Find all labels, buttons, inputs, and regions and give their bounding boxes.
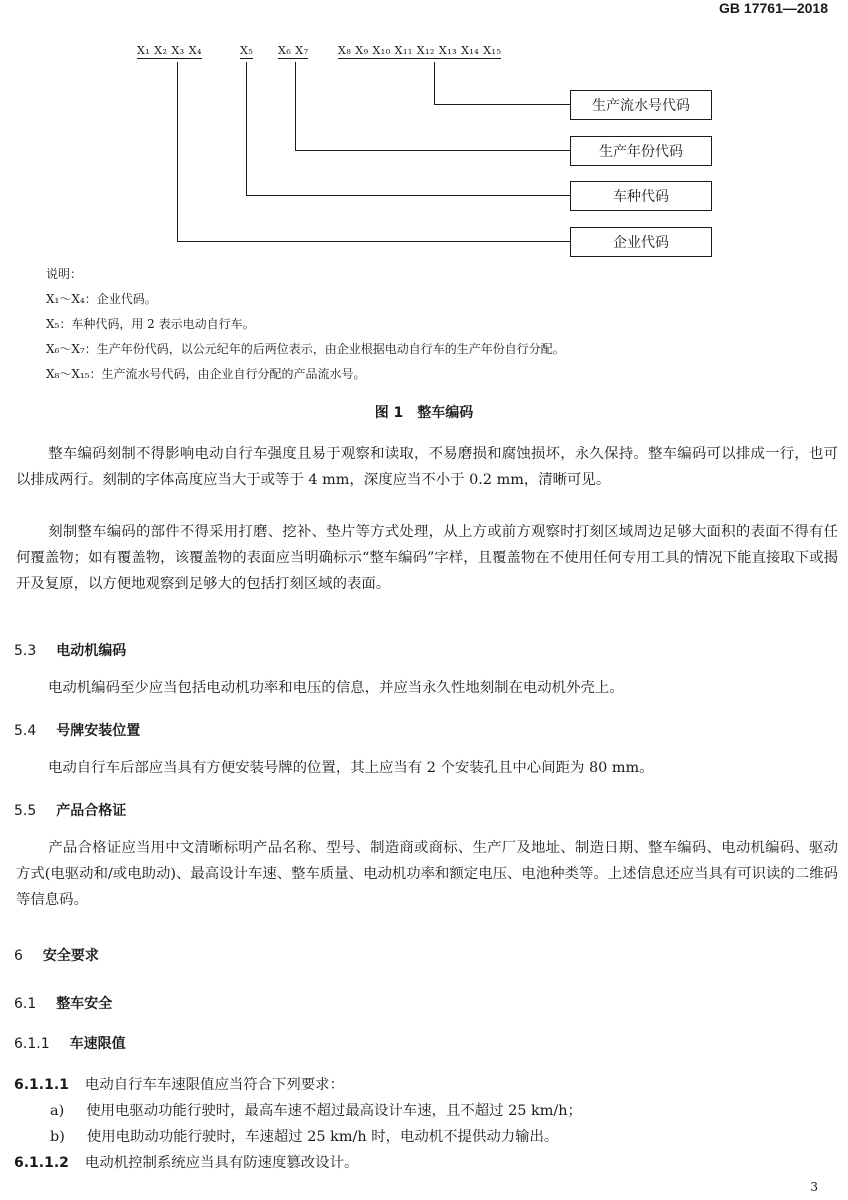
notes-title: 说明： bbox=[46, 267, 83, 281]
code-group-year: X₆ X₇ bbox=[278, 44, 309, 57]
code-group-serial: X₈ X₉ X₁₀ X₁₁ X₁₂ X₁₃ X₁₄ X₁₅ bbox=[338, 44, 502, 57]
note-line: X₆～X₇：生产年份代码，以公元纪年的后两位表示，由企业根据电动自行车的生产年份自行分配。 bbox=[46, 342, 565, 356]
code-group-enterprise: X₁ X₂ X₃ X₄ bbox=[137, 44, 202, 57]
connector-enterprise-horizontal bbox=[177, 241, 570, 242]
clause-6-1-1-1: 6.1.1.1 电动自行车车速限值应当符合下列要求： bbox=[14, 1077, 344, 1093]
section-heading-6: 6 安全要求 bbox=[14, 948, 99, 964]
section-heading-5-3: 5.3 电动机编码 bbox=[14, 643, 127, 659]
code-group-vehicle-type: X₅ bbox=[240, 44, 254, 57]
note-line: X₈～X₁₅：生产流水号代码，由企业自行分配的产品流水号。 bbox=[46, 367, 366, 381]
paragraph: 产品合格证应当用中文清晰标明产品名称、型号、制造商或商标、生产厂及地址、制造日期、整车编码、电动机编码、驱动方式(电驱动和/或电助动)、最高设计车速、整车质量、电动机功率和额定电压、电池种类等。上述信息还应当具有可识读的二维码等信息码。 bbox=[16, 840, 838, 908]
connector-serial-horizontal bbox=[434, 104, 570, 105]
paragraph: 电动自行车后部应当具有方便安装号牌的位置，其上应当有 2 个安装孔且中心间距为 80 mm。 bbox=[48, 760, 654, 776]
section-heading-5-4: 5.4 号牌安装位置 bbox=[14, 723, 141, 739]
paragraph: 整车编码刻制不得影响电动自行车强度且易于观察和读取，不易磨损和腐蚀损坏，永久保持。整车编码可以排成一行，也可以排成两行。刻制的字体高度应当大于或等于 4 mm，深度应当不小于 0.2 mm，清晰可见。 bbox=[16, 446, 838, 488]
paragraph: 刻制整车编码的部件不得采用打磨、挖补、垫片等方式处理，从上方或前方观察时打刻区域周边足够大面积的表面不得有任何覆盖物；如有覆盖物，该覆盖物的表面应当明确标示“整车编码”字样，且覆盖物在不使用任何专用工具的情况下能直接取下或揭开及复原，以方便地观察到足够大的包括打刻区域的表面。 bbox=[16, 524, 838, 592]
box-year-code: 生产年份代码 bbox=[570, 136, 712, 166]
connector-enterprise-vertical bbox=[177, 62, 178, 241]
box-enterprise-code: 企业代码 bbox=[570, 227, 712, 257]
box-vehicle-type-code: 车种代码 bbox=[570, 181, 712, 211]
connector-year-vertical bbox=[295, 62, 296, 150]
figure-title: 图 1 整车编码 bbox=[374, 405, 474, 421]
paragraph: 电动机编码至少应当包括电动机功率和电压的信息，并应当永久性地刻制在电动机外壳上。 bbox=[48, 680, 624, 696]
note-line: X₁～X₄：企业代码。 bbox=[46, 292, 157, 306]
note-line: X₅：车种代码，用 2 表示电动自行车。 bbox=[46, 317, 255, 331]
connector-type-vertical bbox=[246, 62, 247, 195]
section-heading-6-1-1: 6.1.1 车速限值 bbox=[14, 1036, 126, 1052]
list-item-b: b) 使用电助动功能行驶时，车速超过 25 km/h 时，电动机不提供动力输出。 bbox=[50, 1129, 559, 1145]
connector-type-horizontal bbox=[246, 195, 570, 196]
page-number: 3 bbox=[810, 1180, 818, 1194]
section-heading-6-1: 6.1 整车安全 bbox=[14, 996, 113, 1012]
connector-year-horizontal bbox=[295, 150, 570, 151]
standard-code: GB 17761—2018 bbox=[719, 0, 828, 16]
box-serial-code: 生产流水号代码 bbox=[570, 90, 712, 120]
section-heading-5-5: 5.5 产品合格证 bbox=[14, 803, 127, 819]
list-item-a: a) 使用电驱动功能行驶时，最高车速不超过最高设计车速，且不超过 25 km/h； bbox=[50, 1103, 582, 1119]
clause-6-1-1-2: 6.1.1.2 电动机控制系统应当具有防速度篡改设计。 bbox=[14, 1155, 359, 1171]
connector-serial-vertical bbox=[434, 62, 435, 104]
